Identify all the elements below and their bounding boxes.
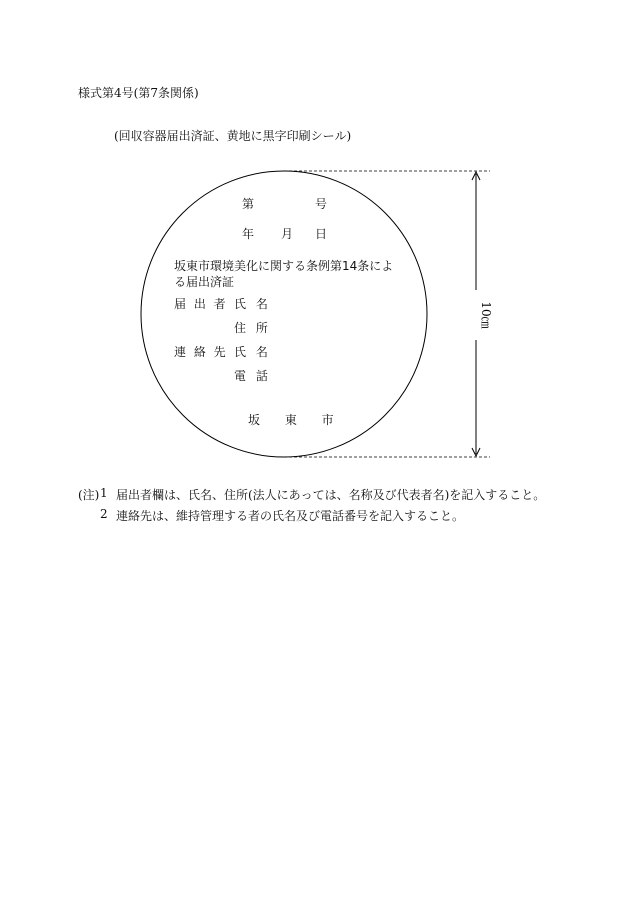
- month-label: 月: [281, 227, 294, 241]
- note-1-number: 1: [100, 486, 108, 500]
- day-label: 日: [315, 227, 328, 241]
- note-1-text: 届出者欄は、氏名、住所(法人にあっては、名称及び代表者名)を記入すること。: [116, 488, 546, 502]
- issuer-name: 坂 東 市: [248, 413, 337, 427]
- address-label: 住 所: [234, 321, 271, 335]
- seal-caption: (回収容器届出済証、黄地に黒字印刷シール): [114, 129, 352, 143]
- note-2-text: 連絡先は、維持管理する者の氏名及び電話番号を記入すること。: [116, 509, 465, 523]
- contact-name-label: 氏 名: [234, 345, 271, 359]
- notifier-label: 届 出 者: [174, 297, 228, 311]
- phone-label: 電 話: [234, 369, 271, 383]
- dimension-label: 10㎝: [479, 301, 493, 329]
- notes-prefix: (注): [78, 488, 100, 502]
- note-2-number: 2: [100, 507, 108, 521]
- issue-label: 号: [315, 197, 328, 211]
- number-label: 第: [242, 197, 255, 211]
- name-label: 氏 名: [234, 297, 271, 311]
- statement-line-2: る届出済証: [174, 275, 235, 289]
- contact-label: 連 絡 先: [174, 345, 228, 359]
- form-number: 様式第4号(第7条関係): [78, 86, 199, 100]
- year-label: 年: [242, 227, 255, 241]
- statement-line-1: 坂東市環境美化に関する条例第14条によ: [174, 259, 394, 273]
